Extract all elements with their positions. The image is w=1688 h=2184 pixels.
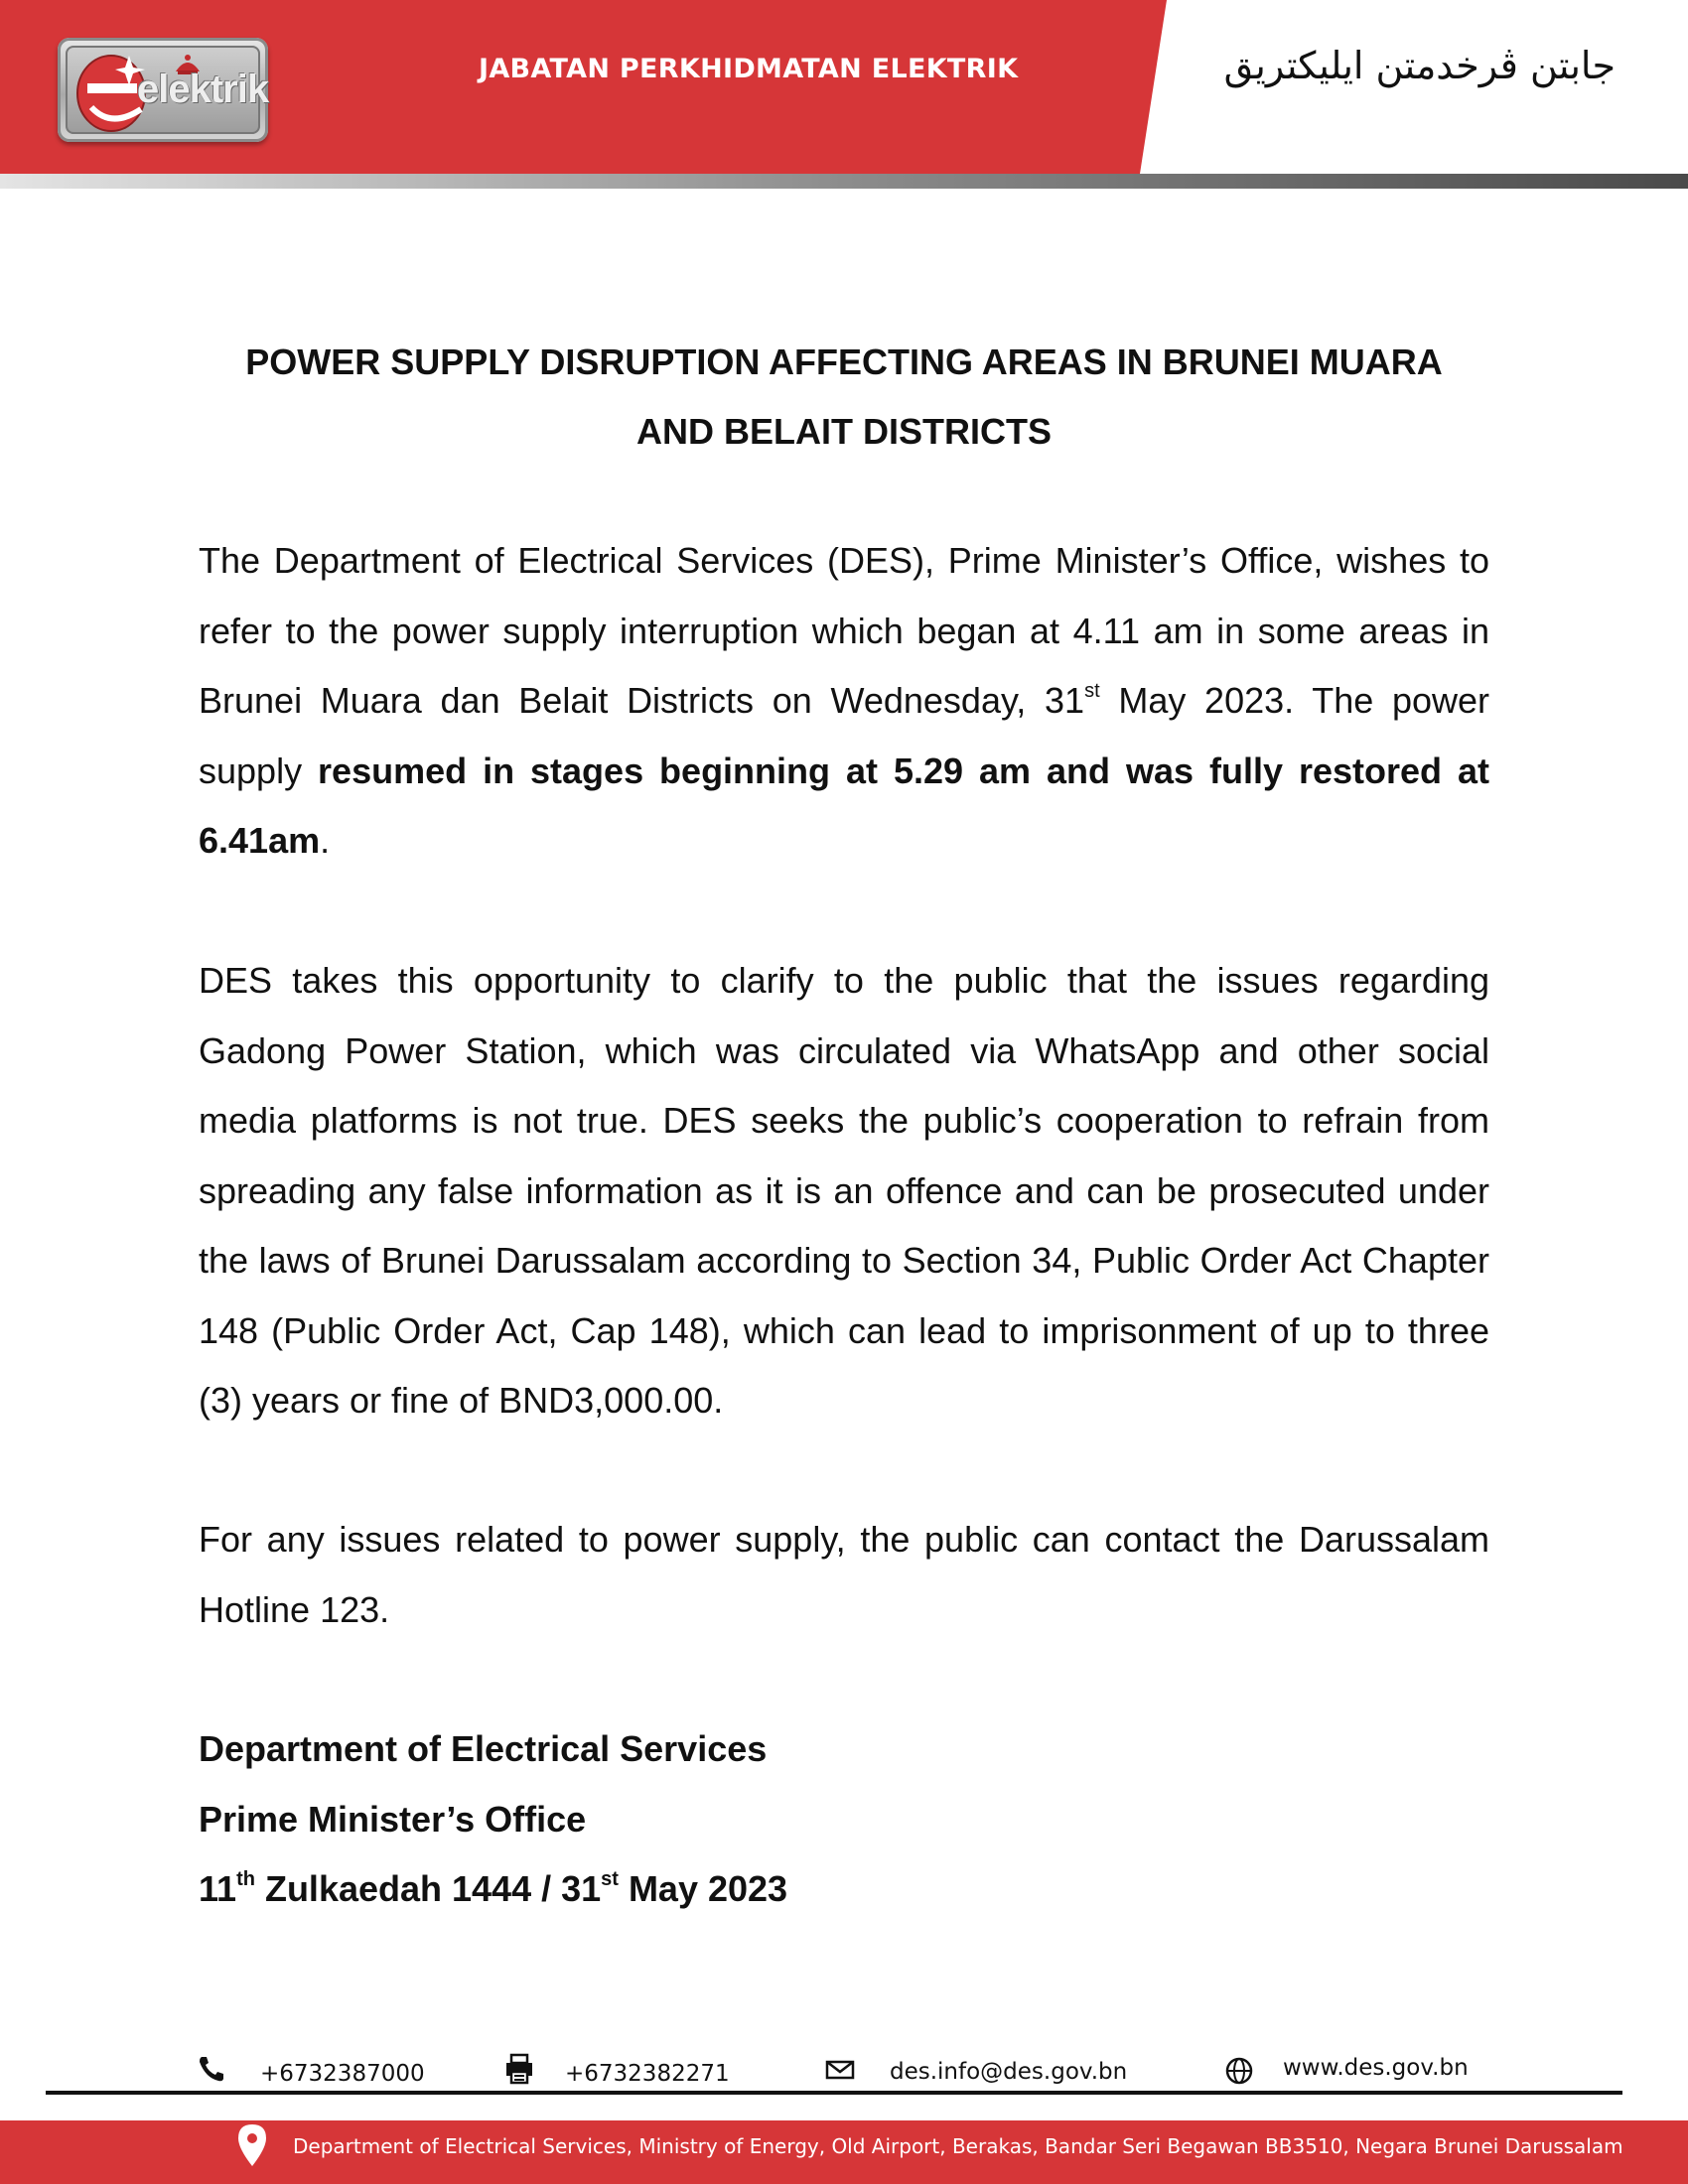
- signature-office: Prime Minister’s Office: [199, 1798, 587, 1840]
- fax-number: +6732382271: [565, 2061, 730, 2087]
- signature-date: [199, 1854, 787, 1925]
- phone-icon: [196, 2053, 227, 2085]
- date-day: 11: [199, 1868, 237, 1909]
- email-address: des.info@des.gov.bn: [890, 2059, 1128, 2085]
- paragraph-1-bold: resumed in stages beginning at 5.29 am and was fully restored at 6.41am: [199, 750, 1489, 861]
- signature-block: [199, 1714, 787, 1925]
- date-mid-sup: st: [601, 1868, 619, 1890]
- letterhead-header: [0, 0, 1688, 189]
- department-name-jawi: جابتن ڤرخدمتن ايليكتريق: [1223, 44, 1616, 87]
- press-release-title: [199, 328, 1489, 467]
- department-name-malay: JABATAN PERKHIDMATAN ELEKTRIK: [479, 54, 1019, 84]
- logo-text: elektrik: [137, 68, 269, 111]
- title-line-1: POWER SUPPLY DISRUPTION AFFECTING AREAS IN BRUNEI MUARA: [245, 341, 1443, 382]
- website-url: www.des.gov.bn: [1283, 2055, 1469, 2081]
- signature-department: Department of Electrical Services: [199, 1728, 768, 1769]
- globe-icon: [1223, 2053, 1255, 2085]
- paragraph-1-text-b: May 2023. The power supply: [199, 680, 1489, 791]
- paragraph-disruption: [199, 526, 1489, 877]
- elektrik-logo: [58, 38, 268, 142]
- title-line-2: AND BELAIT DISTRICTS: [636, 411, 1052, 452]
- footer-divider: [46, 2091, 1622, 2095]
- fax-icon: [503, 2053, 535, 2085]
- paragraph-1-text-a: The Department of Electrical Services (DES), Prime Minister’s Office, wishes to refer to the power supply interruption which began at 4.11 am in some areas in Brunei Muara dan Belait Districts on Wednesday, 31: [199, 540, 1489, 721]
- paragraph-1-text-c: .: [320, 820, 331, 861]
- date-mid: Zulkaedah 1444 / 31: [254, 1868, 602, 1909]
- location-pin-icon: [236, 2122, 268, 2168]
- paragraph-1-sup: st: [1084, 680, 1100, 702]
- paragraph-hotline: For any issues related to power supply, the public can contact the Darussalam Hotline 123.: [199, 1519, 1489, 1630]
- paragraph-clarification: DES takes this opportunity to clarify to the public that the issues regarding Gadong Power Station, which was circulated via WhatsApp and other social media platforms is not true. DES seeks the public’s cooperation to refrain from spreading any false information as it is an offence and can be prosecuted under the laws of Brunei Darussalam according to Section 34, Public Order Act Chapter 148 (Public Order Act, Cap 148), which can lead to imprisonment of up to three (3) years or fine of BND3,000.00.: [199, 960, 1489, 1421]
- date-end: May 2023: [618, 1868, 788, 1909]
- footer-address: Department of Electrical Services, Ministry of Energy, Old Airport, Berakas, Bandar Seri Begawan BB3510, Negara Brunei Darussalam: [293, 2134, 1623, 2158]
- phone-number: +6732387000: [260, 2061, 425, 2087]
- date-day-sup: th: [236, 1868, 255, 1890]
- email-icon: [824, 2053, 856, 2085]
